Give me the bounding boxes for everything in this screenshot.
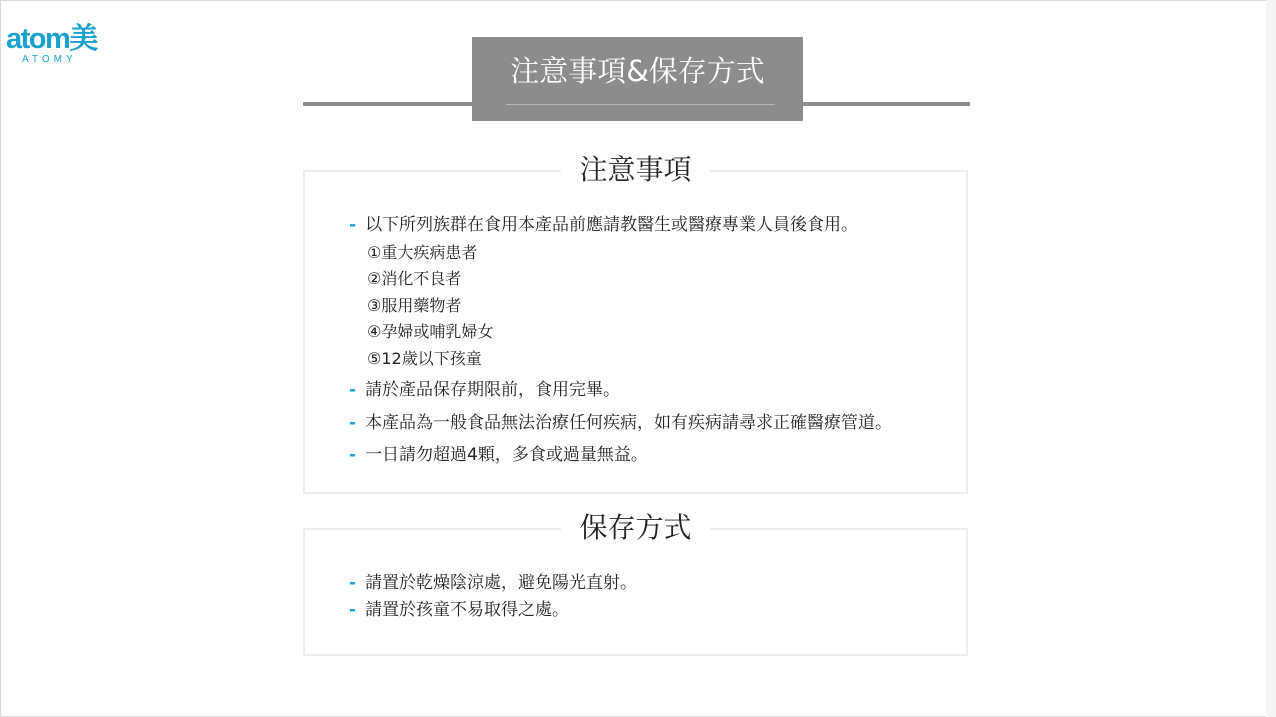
bullet-dash: - [349,215,357,235]
precautions-heading: 注意事項 [561,153,709,187]
logo-sub-text: ATOMY [22,54,77,65]
precaution-sub-item: ②消化不良者 [367,269,462,288]
precaution-item: - 一日請勿超過4顆，多食或過量無益。 [349,445,648,465]
precaution-item: - 請於產品保存期限前，食用完畢。 [349,380,621,400]
atomy-logo [6,24,102,66]
precaution-item: - 本產品為一般食品無法治療任何疾病，如有疾病請尋求正確醫療管道。 [349,413,893,433]
precaution-sub-item: ④孕婦或哺乳婦女 [367,322,494,341]
storage-heading: 保存方式 [561,511,709,545]
precaution-item: - 以下所列族群在食用本產品前應請教醫生或醫療專業人員後食用。 [349,215,859,235]
precaution-sub-item: ⑤12歲以下孩童 [367,349,482,368]
right-scroll-edge [1266,0,1276,717]
title-banner [472,37,803,121]
precaution-sub-item: ①重大疾病患者 [367,243,478,262]
bullet-dash: - [349,413,357,433]
logo-brand-text: atom美 [6,23,97,55]
precaution-sub-item: ③服用藥物者 [367,296,462,315]
bullet-dash: - [349,573,357,593]
storage-item: - 請置於孩童不易取得之處。 [349,600,570,620]
precautions-section [303,153,968,494]
page-title: 注意事項&保存方式 [510,54,765,88]
bullet-dash: - [349,600,357,620]
bullet-dash: - [349,380,357,400]
title-underline [506,104,775,105]
bullet-dash: - [349,445,357,465]
storage-item: - 請置於乾燥陰涼處，避免陽光直射。 [349,573,638,593]
storage-section [303,511,968,656]
